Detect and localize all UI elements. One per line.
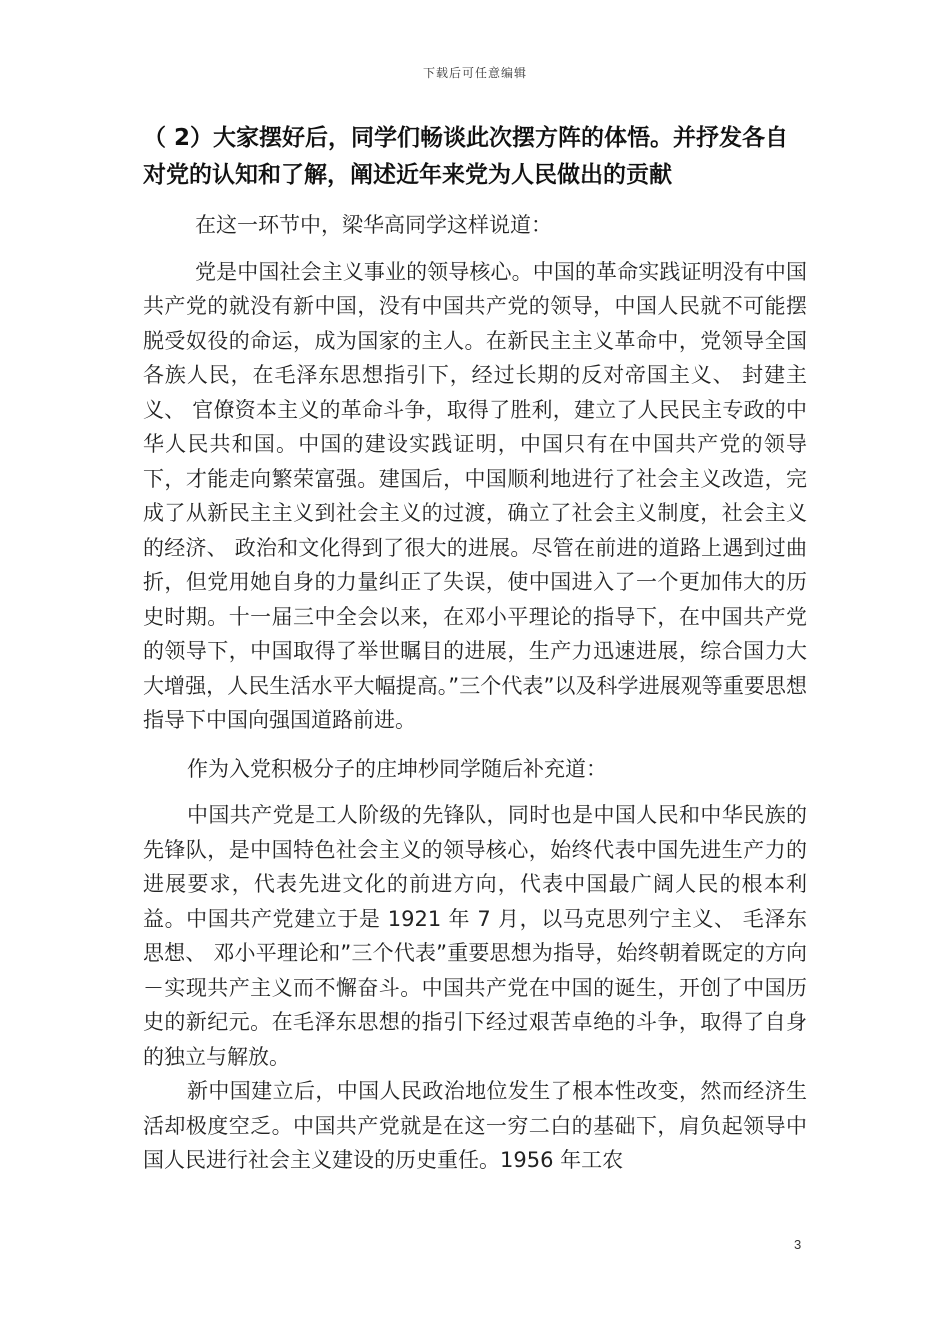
paragraph-new-china: 新中国建立后，中国人民政治地位发生了根本性改变，然而经济生活却极度空乏。中国共产党就是在这一穷二白的基础下，肩负起领导中国人民进行社会主义建设的历史重任。1956 年工农 [143, 1079, 807, 1172]
paragraph-intro-zhuang: 作为入党积极分子的庄坤杪同学随后补充道： [187, 756, 607, 781]
page-number: 3 [794, 1237, 802, 1252]
paragraph-intro-liang: 在这一环节中，梁华高同学这样说道： [195, 213, 552, 237]
header-note: 下载后可任意编辑 [422, 66, 527, 80]
document-body [143, 120, 807, 1178]
section-heading: （ 2）大家摆好后，同学们畅谈此次摆方阵的体悟。并抒发各自对党的认知和了解，阐述近年来党为人民做出的贡献 [143, 125, 789, 188]
paragraph-liang-speech: 党是中国社会主义事业的领导核心。中国的革命实践证明没有中国共产党的就没有新中国，没有中国共产党的领导，中国人民就不可能摆脱受奴役的命运，成为国家的主人。在新民主主义革命中，党领导全国各族人民，在毛泽东思想指引下，经过长期的反对帝国主义、 封建主义、 官僚资本主义的革命斗争，取得了胜利，建立了人民民主专政的中华人民共和国。中国的建设实践证明，中国只有在中国共产党的领导下，才能走向繁荣富强。建国后，中国顺利地进行了社会主义改造，完成了从新民主主义到社会主义的过渡，确立了社会主义制度，社会主义的经济、 政治和文化得到了很大的进展。尽管在前进的道路上遇到过曲折，但党用她自身的力量纠正了失误，使中国进入了一个更加伟大的历史时期。十一届三中全会以来，在邓小平理论的指导下，在中国共产党的领导下，中国取得了举世瞩目的进展，生产力迅速进展，综合国力大大增强，人民生活水平大幅提高。”三个代表”以及科学进展观等重要思想指导下中国向强国道路前进。 [143, 259, 807, 732]
paragraph-zhuang-speech: 中国共产党是工人阶级的先锋队，同时也是中国人民和中华民族的先锋队，是中国特色社会主义的领导核心，始终代表中国先进生产力的进展要求，代表先进文化的前进方向，代表中国最广阔人民的根本利益。中国共产党建立于是 1921 年 7 月，以马克思列宁主义、 毛泽东思想、 邓小平理论和”三个代表”重要思想为指导，始终朝着既定的方向－实现共产主义而不懈奋斗。中国共产党在中国的诞生，开创了中国历史的新纪元。在毛泽东思想的指引下经过艰苦卓绝的斗争，取得了自身的独立与解放。 [143, 803, 807, 1069]
